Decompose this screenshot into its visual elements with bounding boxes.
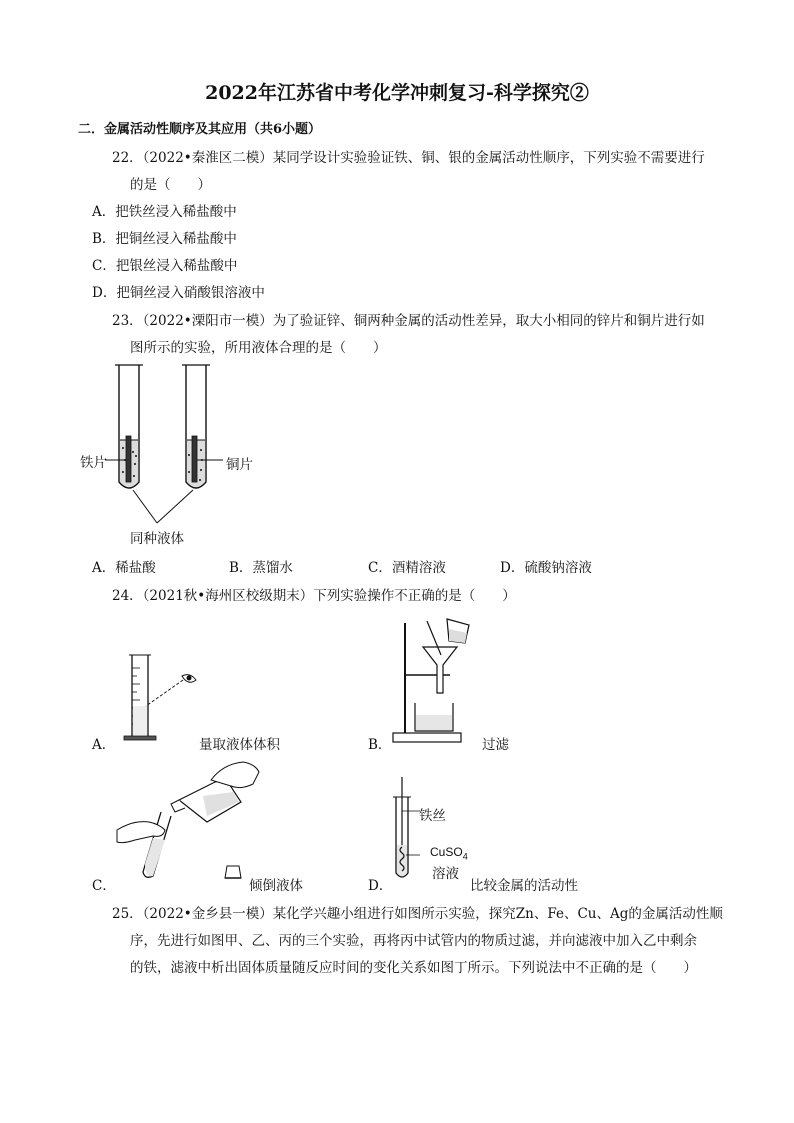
q22-option-d: D．把铜丝浸入硝酸银溶液中 <box>92 285 265 301</box>
q24-fig-c-pouring-liquid <box>115 760 265 890</box>
q23-label-left: 铁片 <box>80 455 107 471</box>
q22-option-a: A．把铁丝浸入稀盐酸中 <box>92 204 237 220</box>
q24-option-d-caption: 比较金属的活动性 <box>470 878 578 894</box>
q25-stem-line1: 25．（2022•金乡县一模）某化学兴趣小组进行如图所示实验，探究Zn、Fe、Cu、Ag的金属活动性顺 <box>112 906 723 922</box>
q24-option-d-letter: D． <box>368 878 393 894</box>
q24-option-a-letter: A． <box>92 737 116 753</box>
q24-fig-d-formula-subscript: 4 <box>462 851 468 862</box>
q25-stem-line2: 序，先进行如图甲、乙、丙的三个实验，再将丙中试管内的物质过滤，并向滤液中加入乙中剩余 <box>130 933 697 949</box>
q23-option-d: D．硫酸钠溶液 <box>500 560 592 576</box>
q23-label-bottom: 同种液体 <box>130 531 184 547</box>
q22-stem-line1: 22．（2022•秦淮区二模）某同学设计实验验证铁、铜、银的金属活动性顺序，下列实验不需要进行 <box>112 150 705 166</box>
q23-option-c: C．酒精溶液 <box>368 560 446 576</box>
q23-stem-line1: 23．（2022•溧阳市一模）为了验证锌、铜两种金属的活动性差异，取大小相同的锌片和铜片进行如 <box>112 313 705 329</box>
q23-label-right: 铜片 <box>226 457 253 473</box>
q25-stem-line3: 的铁，滤液中析出固体质量随反应时间的变化关系如图丁所示。下列说法中不正确的是（ ） <box>130 960 697 976</box>
q22-option-c: C．把银丝浸入稀盐酸中 <box>92 258 238 274</box>
q24-option-b-caption: 过滤 <box>482 737 509 753</box>
q22-option-b: B．把铜丝浸入稀盐酸中 <box>92 231 237 247</box>
q24-fig-d-formula-main: CuSO <box>430 845 463 859</box>
q24-fig-d-label-solution: 溶液 <box>432 866 459 882</box>
q24-fig-b-filtration-apparatus <box>385 615 485 745</box>
q24-fig-d-label-wire: 铁丝 <box>419 808 446 824</box>
q22-stem-line2: 的是（ ） <box>130 177 211 193</box>
q23-stem-line2: 图所示的实验，所用液体合理的是（ ） <box>130 340 387 356</box>
q24-fig-d-iron-wire-test-tube <box>390 775 430 885</box>
section-heading: 二．金属活动性顺序及其应用（共6小题） <box>78 122 322 137</box>
q24-fig-a-graduated-cylinder <box>120 650 210 750</box>
q23-option-b: B．蒸馏水 <box>229 560 293 576</box>
q24-fig-d-label-formula <box>430 845 468 861</box>
q24-stem-line1: 24．（2021秋•海州区校级期末）下列实验操作不正确的是（ ） <box>112 588 516 604</box>
page-title: 2022年江苏省中考化学冲刺复习-科学探究② <box>205 82 589 104</box>
q24-option-c-letter: C． <box>92 878 116 894</box>
q24-option-b-letter: B． <box>368 737 392 753</box>
q24-option-c-caption: 倾倒液体 <box>249 878 303 894</box>
q24-option-a-caption: 量取液体体积 <box>199 737 280 753</box>
q23-option-a: A．稀盐酸 <box>92 560 156 576</box>
